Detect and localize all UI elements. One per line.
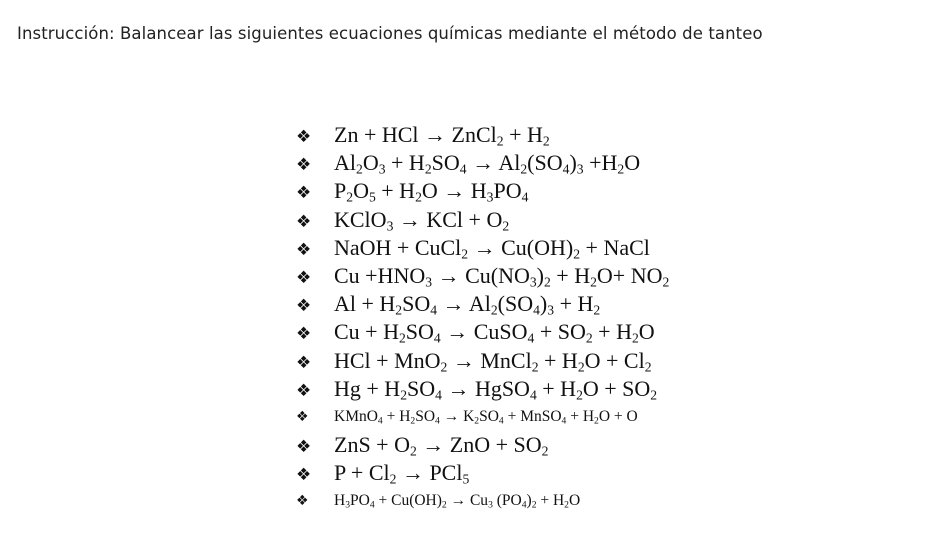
instruction-text: Instrucción: Balancear las siguientes ecuaciones químicas mediante el método de tanteo [17, 24, 763, 43]
equation-item [296, 375, 669, 403]
equation-item [296, 347, 669, 375]
equation-item [296, 177, 669, 205]
diamond-bullet-icon: ❖ [296, 324, 312, 345]
equation-text: $P_2O_5 + H_2O \to H_3PO_4$ [334, 178, 529, 205]
equation-text: $P + Cl_2 \to PCl_5$ [334, 460, 470, 487]
equation-item [296, 290, 669, 318]
equation-item [296, 403, 669, 431]
equation-text: KClO$_3$ → KCl + $O_2$ [334, 206, 510, 233]
diamond-bullet-icon: ❖ [296, 380, 312, 401]
equation-text: ZnS + $O_2$ → ZnO + $SO_2$ [334, 432, 549, 459]
equation-list [296, 121, 669, 516]
diamond-bullet-icon: ❖ [296, 408, 309, 425]
equation-item [296, 149, 669, 177]
diamond-bullet-icon: ❖ [296, 352, 312, 373]
equation-text: $Al + H_2SO_4 \to Al_2(SO_4)_3 + H_2$ [334, 291, 601, 318]
equation-text: $Al_2O_3 + H_2SO_4 \to Al_2(SO_4)_3 +H_2O$ [334, 150, 641, 177]
diamond-bullet-icon: ❖ [296, 211, 312, 232]
equation-text: HCl + MnO$_2$ → MnCl$_2$ + $H_2O + Cl_2$ [334, 347, 652, 374]
diamond-bullet-icon: ❖ [296, 465, 312, 486]
equation-text: $H_3PO_4 + Cu(OH)_2 \to Cu_3$ $(PO_4)_2 + H_2O$ [334, 492, 581, 511]
equation-item [296, 262, 669, 290]
diamond-bullet-icon: ❖ [296, 127, 312, 147]
equation-text: NaOH + CuCl$_2$ → $Cu(OH)_2$ + NaCl [334, 234, 650, 262]
equation-text: $Hg + H_2SO_4$ → HgSO$_4$ + $H_2O + SO_2$ [334, 375, 658, 403]
diamond-bullet-icon: ❖ [296, 155, 312, 176]
equation-item [296, 206, 669, 234]
diamond-bullet-icon: ❖ [296, 296, 312, 317]
diamond-bullet-icon: ❖ [296, 267, 312, 288]
equation-text: Zn + HCl → ZnCl$_2$ + $H_2$ [334, 122, 550, 149]
equation-item [296, 431, 669, 459]
equation-item [296, 121, 669, 149]
diamond-bullet-icon: ❖ [296, 493, 309, 510]
equation-item [296, 318, 669, 346]
diamond-bullet-icon: ❖ [296, 437, 312, 458]
diamond-bullet-icon: ❖ [296, 239, 312, 260]
equation-text: $Cu +HNO_3 \to Cu(NO_3)_2 + H_2O+ NO_2$ [334, 262, 670, 290]
equation-item [296, 487, 669, 515]
equation-text: $Cu + H_2SO_4$ → CuSO$_4$ + $SO_2 + H_2O$ [334, 319, 655, 346]
equation-text: KMnO$_4$ + $H_2SO_4 \to K_2SO_4$ + MnSO$_4$ + $H_2O + O$ [334, 407, 638, 427]
equation-item [296, 459, 669, 487]
equation-item [296, 234, 669, 262]
diamond-bullet-icon: ❖ [296, 183, 312, 204]
